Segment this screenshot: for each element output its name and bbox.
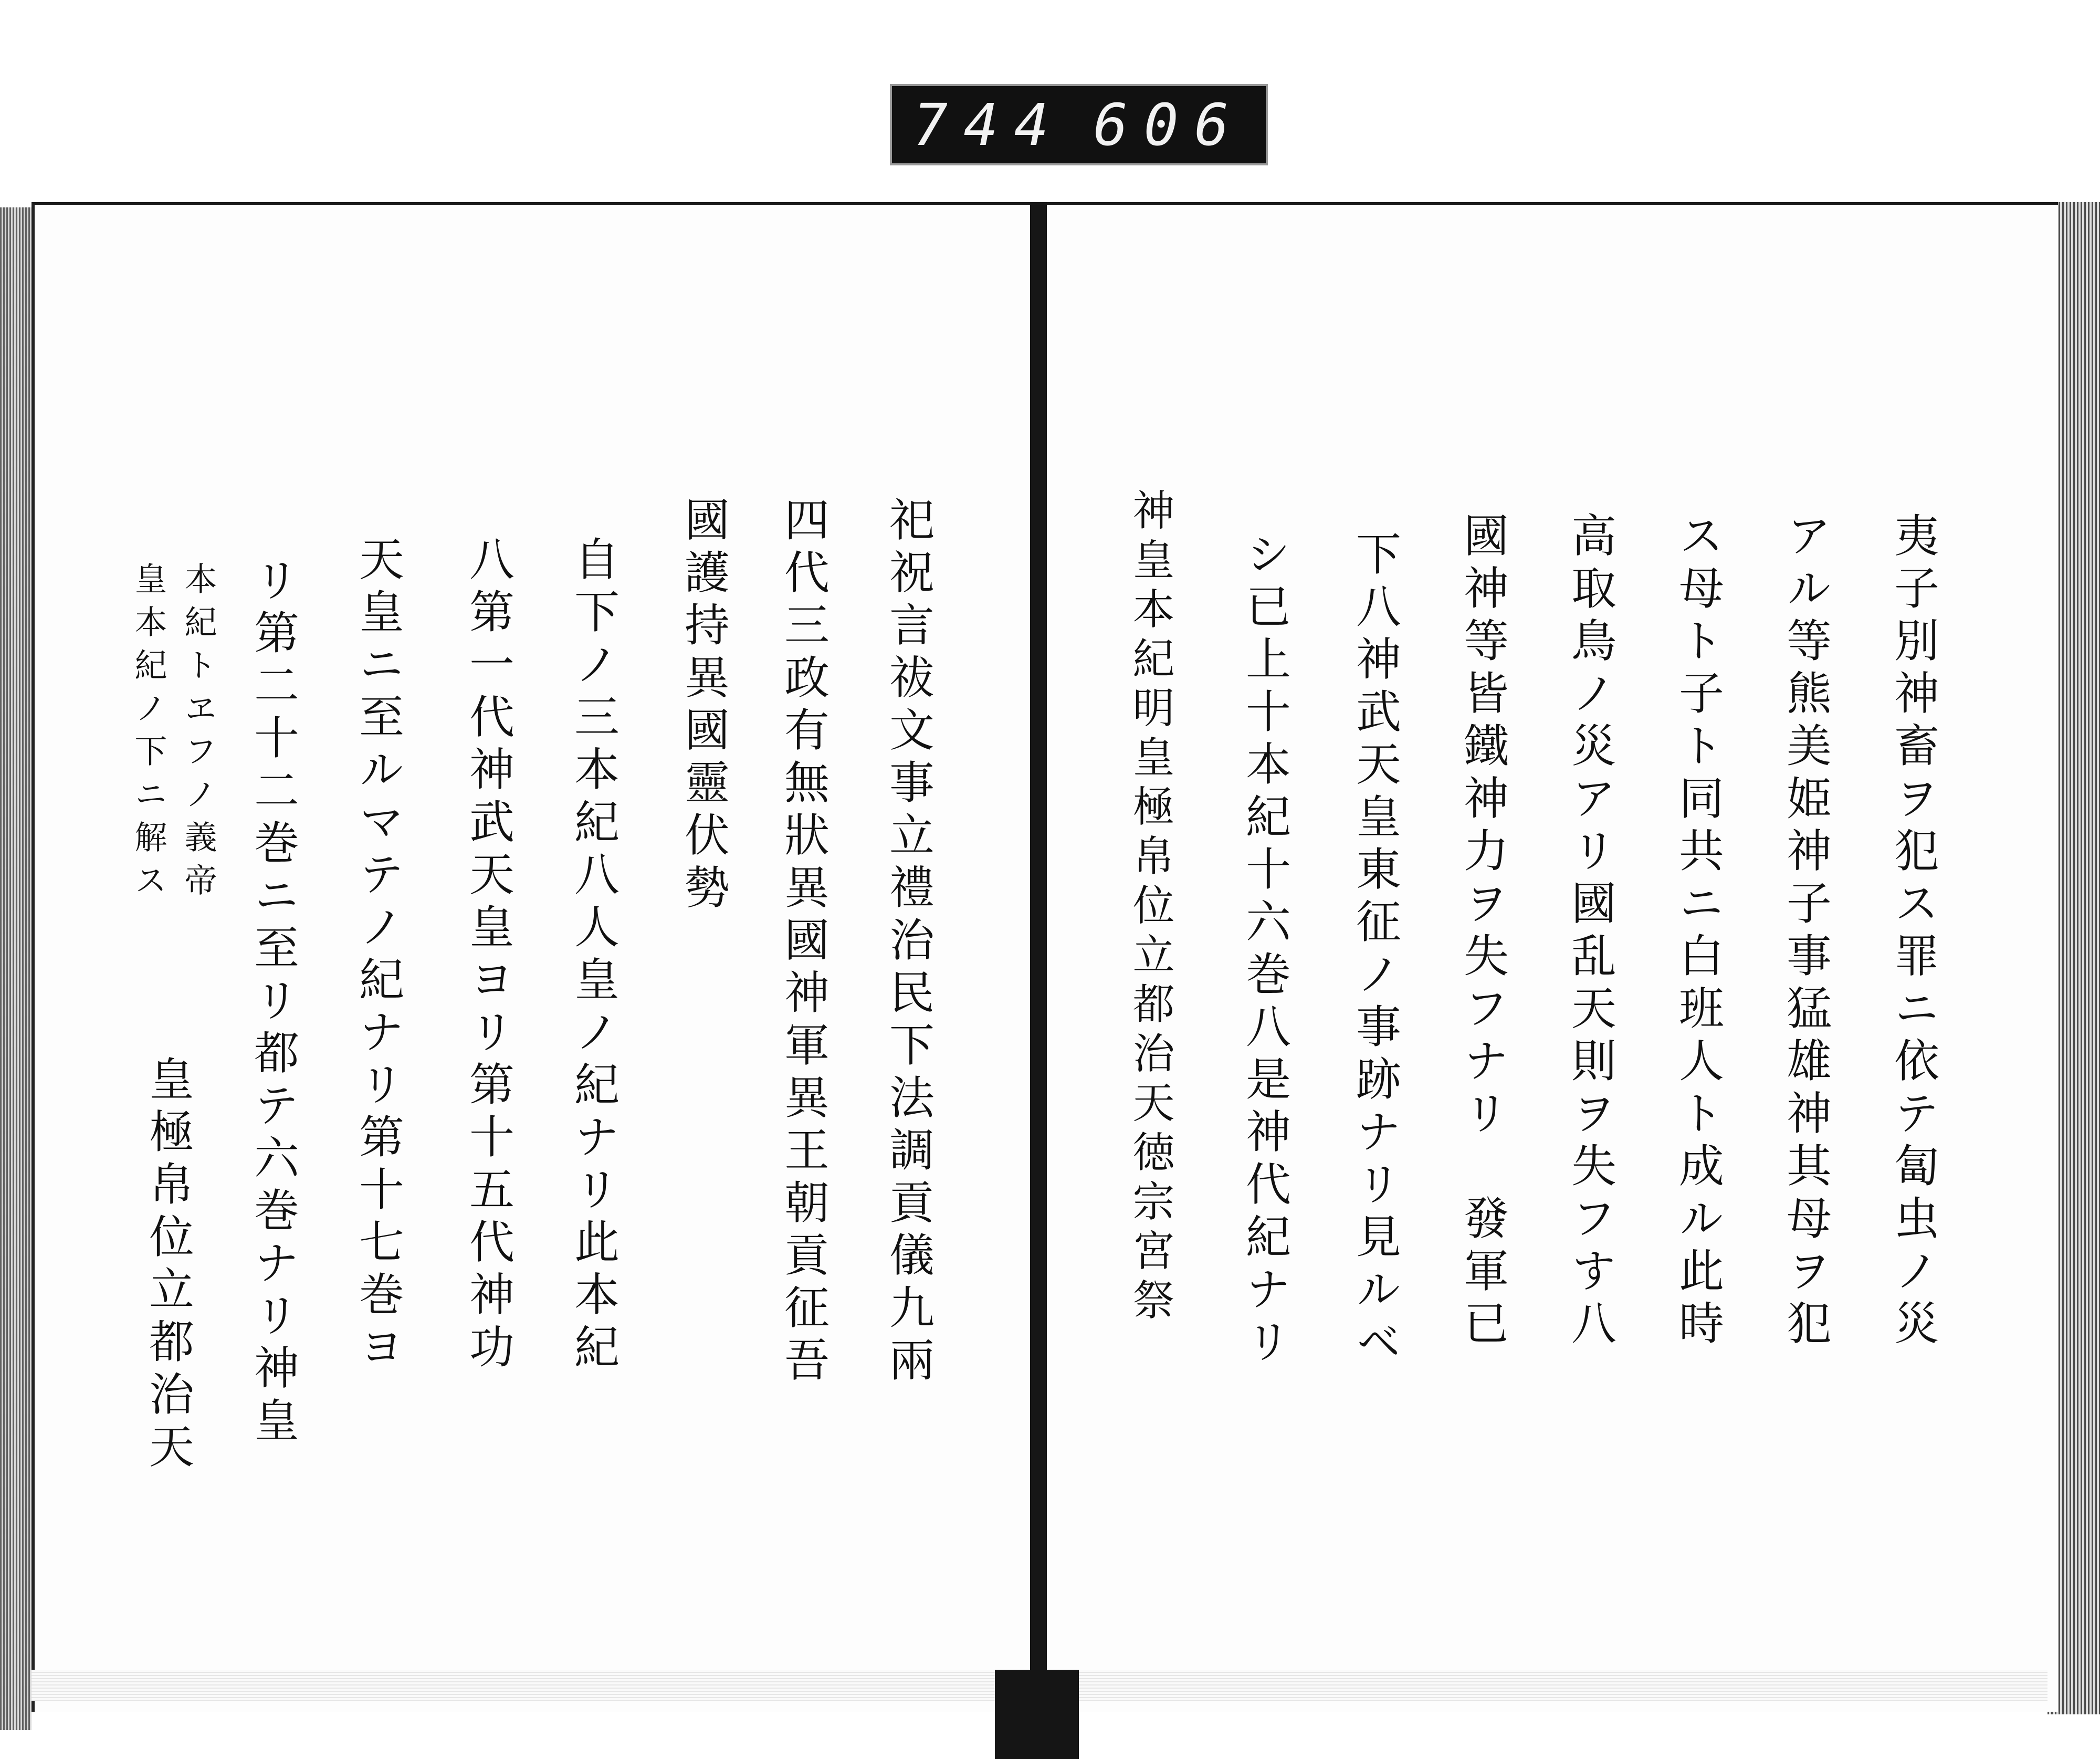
right-text-column: 高取鳥ノ災アリ國乱天則ヲ失フす八 [1563, 512, 1616, 1352]
left-text-column-small: 皇本紀ノ下ニ解ス [129, 562, 167, 906]
book-gutter [1030, 202, 1047, 1756]
right-text-column: 夷子別神畜ヲ犯ス罪ニ依テ匐虫ノ災 [1886, 512, 1939, 1352]
label-right-number: 606 [1093, 91, 1245, 159]
left-text-column: 八第一代神武天皇ヨリ第十五代神功 [461, 536, 514, 1376]
gutter-clip [995, 1670, 1079, 1759]
right-text-column: ス母ト子ト同共ニ白班人ト成ル此時 [1671, 512, 1724, 1352]
left-text-column: 天皇ニ至ルマテノ紀ナリ第十七巻ヨ [351, 536, 404, 1376]
right-text-column: 神皇本紀明皇極帛位立都治天徳宗宮祭 [1126, 488, 1174, 1327]
right-text-column: シ已上十本紀十六巻八是神代紀ナリ [1238, 530, 1290, 1370]
left-text-column: 祀祝言祓文事立禮治民下法調貢儀九兩 [881, 496, 934, 1389]
left-text-column: 國護持異國靈伏勢 [677, 496, 729, 916]
label-left-number: 744 [913, 91, 1065, 159]
right-text-column: アル等熊美姫神子事猛雄神其母ヲ犯 [1779, 512, 1831, 1352]
left-text-column: 自下ノ三本紀八人皇ノ紀ナリ此本紀 [566, 536, 619, 1376]
left-text-column: 四代三政有無狀異國神軍異王朝貢征吾 [776, 496, 829, 1389]
left-text-column: リ第二十二巻ニ至リ都テ六巻ナリ神皇 [246, 557, 299, 1449]
left-text-column: 皇極帛位立都治天 [141, 1055, 194, 1475]
right-page [1045, 202, 2058, 1712]
left-page-edge [0, 207, 32, 1730]
right-text-column: 國神等皆鐵神力ヲ失フナリ 發軍已 [1456, 512, 1508, 1352]
left-page [32, 202, 1043, 1712]
page-number-label [890, 84, 1268, 165]
left-text-column-small: 本紀トヱフノ義帝 [179, 562, 217, 906]
right-text-column: 下八神武天皇東征ノ事跡ナリ見ルベ [1348, 530, 1401, 1370]
open-book [0, 202, 2100, 1756]
